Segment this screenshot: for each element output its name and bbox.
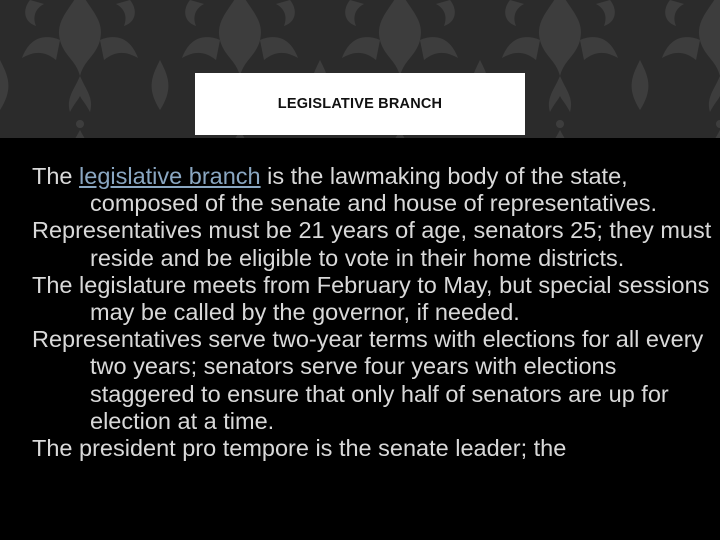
legislative-branch-link[interactable]: legislative branch (79, 163, 261, 189)
paragraph-terms: Representatives serve two-year terms with elections for all every two years; senators serve four years with elections staggered to ensure that only half of senators are up for election at a time. (32, 326, 704, 434)
paragraph-president-pro-tempore: The president pro tempore is the senate leader; the (32, 435, 567, 462)
slide-title: LEGISLATIVE BRANCH (277, 96, 443, 112)
paragraph-1-before: The (32, 163, 80, 189)
paragraph-requirements: Representatives must be 21 years of age, senators 25; they must reside and be eligible to vote in their home districts. (32, 217, 712, 271)
paragraph-sessions: The legislature meets from February to May, but special sessions may be called by the governor, if needed. (32, 271, 710, 326)
paragraph-1-after: is the lawmaking body of the state, composed of the senate and house of representatives. (90, 163, 657, 217)
slide-body (32, 163, 716, 462)
title-box (195, 73, 525, 135)
paragraph-legislative-branch (32, 163, 716, 217)
